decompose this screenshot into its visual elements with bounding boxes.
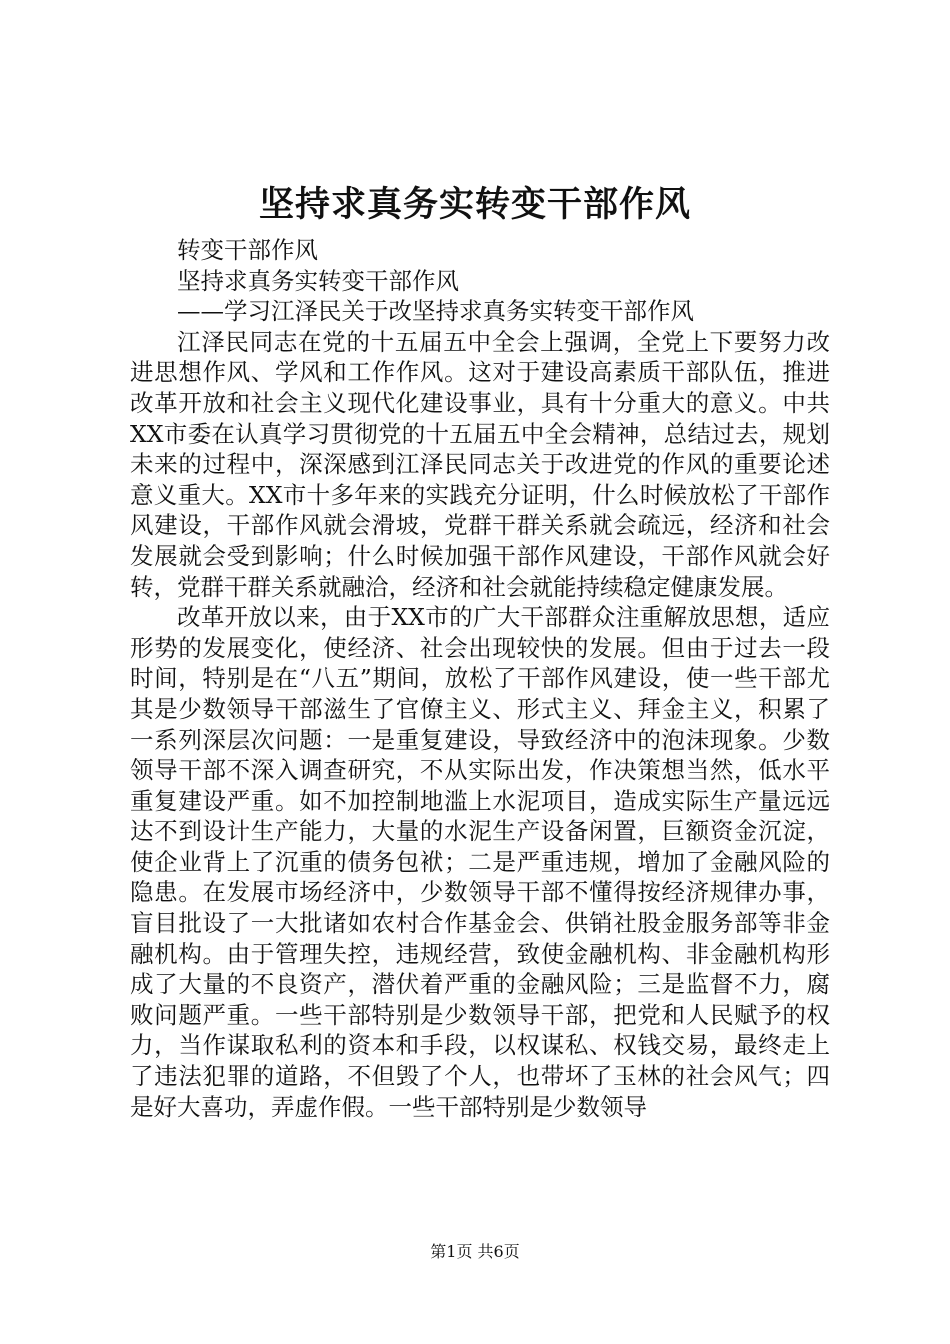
- subheading-line: ——学习江泽民关于改坚持求真务实转变干部作风: [177, 297, 694, 326]
- subheading-line: 转变干部作风: [177, 236, 318, 264]
- body-paragraph: 改革开放以来，由于XX市的广大干部群众注重解放思想，适应形势的发展变化，使经济、社会出现较快的发展。但由于过去一段时间，特别是在“八五”期间，放松了干部作风建设，使一些干部尤其是少数领导干部滋生了官僚主义、形式主义、拜金主义，积累了一系列深层次问题：一是重复建设，导致经济中的泡沫现象。少数领导干部不深入调查研究，不从实际出发，作决策想当然，低水平重复建设严重。如不加控制地滥上水泥项目，造成实际生产量远远达不到设计生产能力，大量的水泥生产设备闲置，巨额资金沉淀，使企业背上了沉重的债务包袱；二是严重违规，增加了金融风险的隐患。在发展市场经济中，少数领导干部不懂得按经济规律办事，盲目批设了一大批诸如农村合作基金会、供销社股金服务部等非金融机构。由于管理失控，违规经营，致使金融机构、非金融机构形成了大量的不良资产，潜伏着严重的金融风险；三是监督不力，腐败问题严重。一些干部特别是少数领导干部，把党和人民赋予的权力，当作谋取私利的资本和手段，以权谋私、权钱交易，最终走上了违法犯罪的道路，不但毁了个人，也带坏了玉林的社会风气；四是好大喜功，弄虚作假。一些干部特别是少数领导: [130, 603, 830, 1121]
- body-paragraph: 江泽民同志在党的十五届五中全会上强调，全党上下要努力改进思想作风、学风和工作作风。这对于建设高素质干部队伍，推进改革开放和社会主义现代化建设事业，具有十分重大的意义。中共XX市委在认真学习贯彻党的十五届五中全会精神，总结过去，规划未来的过程中，深深感到江泽民同志关于改进党的作风的重要论述意义重大。XX市十多年来的实践充分证明，什么时候放松了干部作风建设，干部作风就会滑坡，党群干群关系就会疏远，经济和社会发展就会受到影响；什么时候加强干部作风建设，干部作风就会好转，党群干群关系就融洽，经济和社会就能持续稳定健康发展。: [130, 327, 830, 601]
- document-title: 坚持求真务实转变干部作风: [258, 184, 691, 225]
- subheading-line: 坚持求真务实转变干部作风: [177, 266, 459, 295]
- document-body: [130, 235, 830, 1122]
- page-number-footer: 第1页 共6页: [430, 1242, 520, 1261]
